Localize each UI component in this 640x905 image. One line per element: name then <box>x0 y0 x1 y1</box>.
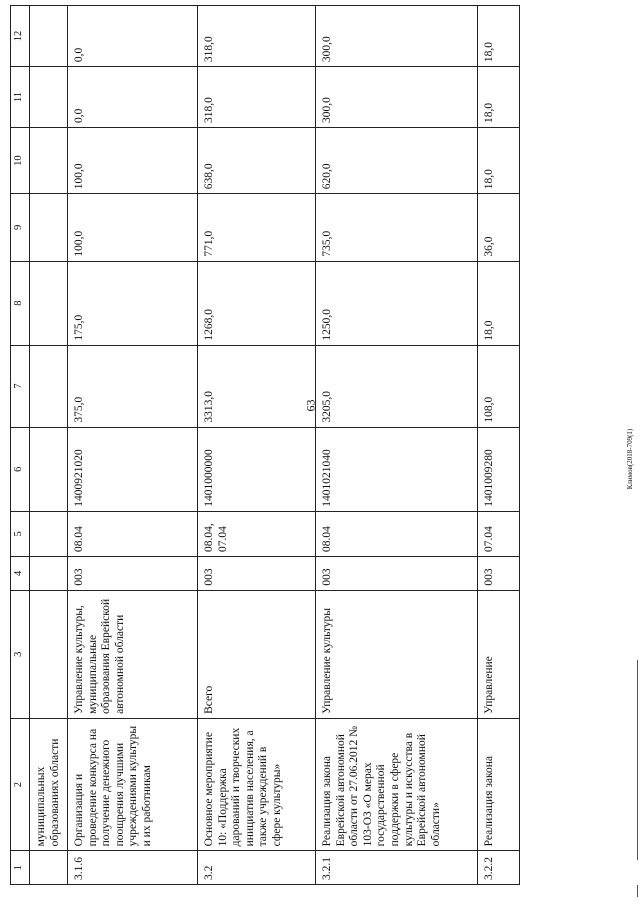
value-col-11: 0,0 <box>68 67 198 128</box>
event-name: Реализация закона Еврейской автономной области от 27.06.2012 № 103-ОЗ «О мерах государственной поддержки в сфере культуры и искусства в Еврейской автономной области» <box>316 718 478 850</box>
value-col-10: 638,0 <box>198 128 316 194</box>
value-col-9 <box>30 194 68 261</box>
target-code: 1401000000 <box>198 427 316 511</box>
value-col-12: 0,0 <box>68 6 198 67</box>
target-code: 1400921020 <box>68 427 198 511</box>
executor: Всего <box>198 590 316 718</box>
section-code: 08.04 <box>316 511 478 556</box>
row-number: 3.1.6 <box>68 851 198 885</box>
value-col-11: 318,0 <box>198 67 316 128</box>
grbs-code: 003 <box>68 556 198 590</box>
table-row <box>316 6 478 885</box>
value-col-12: 18,0 <box>478 6 520 67</box>
event-name: муниципальных образованиях области <box>30 718 68 850</box>
grbs-code: 003 <box>316 556 478 590</box>
total-value: 3205,0 <box>316 345 478 427</box>
value-col-10: 100,0 <box>68 128 198 194</box>
value-col-11: 18,0 <box>478 67 520 128</box>
table-row <box>68 6 198 885</box>
header-cell: 7 <box>11 345 30 427</box>
margin-mark <box>637 660 638 860</box>
header-cell: 3 <box>11 590 30 718</box>
value-col-10: 18,0 <box>478 128 520 194</box>
target-code: 1401009280 <box>478 427 520 511</box>
value-col-10: 620,0 <box>316 128 478 194</box>
section-code: 08.04, 07.04 <box>198 511 316 556</box>
target-code: 1401021040 <box>316 427 478 511</box>
total-value <box>30 345 68 427</box>
grbs-code: 003 <box>478 556 520 590</box>
value-col-11: 300,0 <box>316 67 478 128</box>
event-name: Организация и проведение конкурса на получение денежного поощрения лучшими учреждениями культуры и их работникам <box>68 718 198 850</box>
executor: Управление культуры <box>316 590 478 718</box>
header-cell: 5 <box>11 511 30 556</box>
page-number: 63 <box>303 399 318 412</box>
row-number <box>30 851 68 885</box>
value-col-9: 100,0 <box>68 194 198 261</box>
value-col-9: 771,0 <box>198 194 316 261</box>
table-row <box>30 6 68 885</box>
executor: Управление <box>478 590 520 718</box>
event-name: Основное мероприятие 10: «Поддержка дарований и творческих инициатив населения, а также учреждений в сфере культуры» <box>198 718 316 850</box>
row-number: 3.2 <box>198 851 316 885</box>
section-code: 07.04 <box>478 511 520 556</box>
header-cell: 11 <box>11 67 30 128</box>
grbs-code: 003 <box>198 556 316 590</box>
grbs-code <box>30 556 68 590</box>
value-col-10 <box>30 128 68 194</box>
row-number: 3.2.1 <box>316 851 478 885</box>
value-col-9: 735,0 <box>316 194 478 261</box>
executor: Управление культуры, муниципальные образования Еврейской автономной области <box>68 590 198 718</box>
total-value: 108,0 <box>478 345 520 427</box>
table-row <box>478 6 520 885</box>
value-col-12: 318,0 <box>198 6 316 67</box>
value-col-9: 36,0 <box>478 194 520 261</box>
margin-mark <box>637 885 638 897</box>
header-cell: 10 <box>11 128 30 194</box>
value-col-11 <box>30 67 68 128</box>
value-col-12 <box>30 6 68 67</box>
section-code: 08.04 <box>68 511 198 556</box>
header-cell: 2 <box>11 718 30 850</box>
total-value: 3313,0 <box>198 345 316 427</box>
budget-table <box>10 5 520 885</box>
budget-table-rotated <box>10 5 518 885</box>
header-cell: 8 <box>11 261 30 345</box>
executor <box>30 590 68 718</box>
header-row <box>11 6 30 885</box>
header-cell: 1 <box>11 851 30 885</box>
value-col-8 <box>30 261 68 345</box>
section-code <box>30 511 68 556</box>
table-row <box>198 6 316 885</box>
target-code <box>30 427 68 511</box>
header-cell: 4 <box>11 556 30 590</box>
header-cell: 6 <box>11 427 30 511</box>
value-col-8: 175,0 <box>68 261 198 345</box>
event-name: Реализация закона <box>478 718 520 850</box>
value-col-8: 18,0 <box>478 261 520 345</box>
value-col-8: 1250,0 <box>316 261 478 345</box>
row-number: 3.2.2 <box>478 851 520 885</box>
total-value: 375,0 <box>68 345 198 427</box>
header-cell: 9 <box>11 194 30 261</box>
header-cell: 12 <box>11 6 30 67</box>
value-col-12: 300,0 <box>316 6 478 67</box>
document-footer-code: Климов(2018-709(1) <box>626 428 634 490</box>
value-col-8: 1268,0 <box>198 261 316 345</box>
